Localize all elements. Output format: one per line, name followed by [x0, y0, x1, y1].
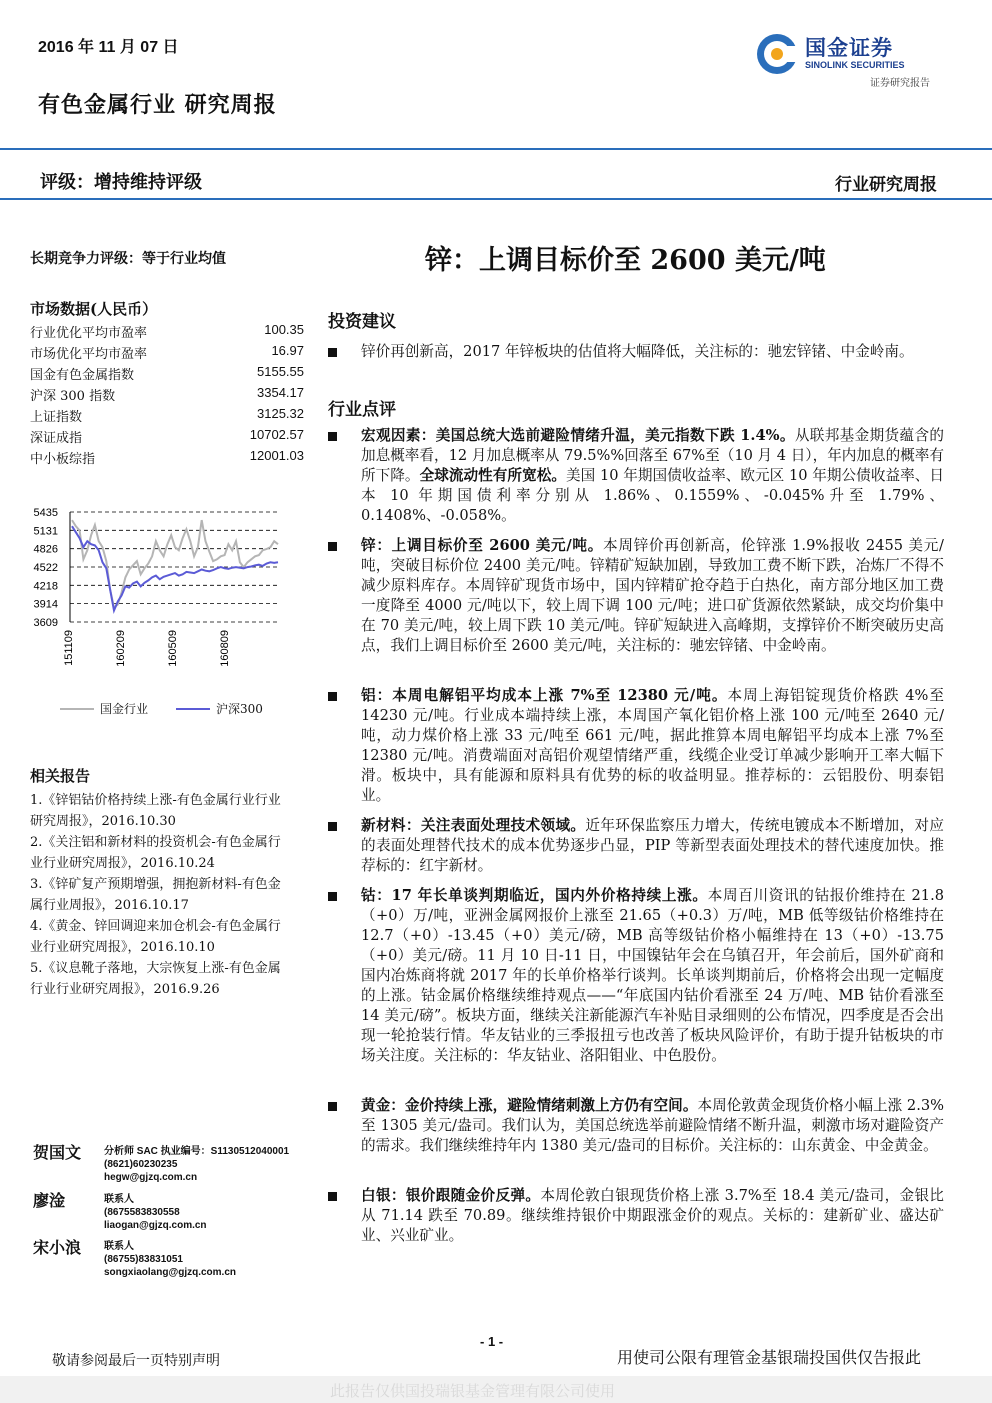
investment-title: 投资建议	[328, 312, 396, 332]
review-body: 从联邦基金期货蕴含的加息概率看，12 月加息概率从 79.5%%回落至 67%至（10 月 4 日），年内加息的概率有所下降。	[361, 427, 944, 484]
analyst-role: 分析师 SAC 执业编号：S1130512040001	[104, 1146, 290, 1157]
review-heading: 锌：上调目标价至 2600 美元/吨。	[361, 537, 604, 554]
series-line	[72, 526, 278, 610]
y-tick-label: 4522	[33, 562, 58, 574]
review-text	[361, 816, 944, 876]
market-data-value: 16.97	[271, 343, 304, 358]
bullet-icon	[328, 892, 337, 901]
bullet-icon	[328, 432, 337, 441]
header-divider	[0, 148, 992, 150]
market-data-row	[30, 448, 304, 469]
bullet-icon	[328, 822, 337, 831]
logo-name: 国金证券	[805, 37, 893, 60]
review-body: 本周锌价再创新高，伦锌涨 1.9%报收 2455 美元/吨，突破目标价位 2400 美元/吨。锌精矿短缺加剧，导致加工费不断下跌，冶炼厂不得不减少原料库存。本周锌矿现货市场中，国内锌精矿抢夺趋于白热化，南方部分地区加工费一度降至 4000 元/吨以下，较上周下调 100 元/吨；进口矿货源依然紧缺，成交均价集中在 70 美元/吨，较上周下跌 10 美元/吨。锌矿短缺进入高峰期，支撑锌价不断突破历史高点，我们上调目标价至 2600 美元/吨，关注标的：驰宏锌锗、中金岭南。	[361, 537, 944, 654]
review-heading: 钴：17 年长单谈判期临近，国内外价格持续上涨。	[361, 887, 708, 904]
market-data-value: 5155.55	[257, 364, 304, 379]
index-chart-svg	[28, 498, 288, 678]
report-date: 2016 年 11 月 07 日	[38, 39, 179, 56]
related-report-line: 4.《黄金、锌回调迎来加仓机会-有色金属行	[30, 919, 281, 934]
market-data-title: 市场数据(人民币）	[30, 300, 158, 318]
bullet-icon	[328, 692, 337, 701]
review-body: 美国 10 年期国债收益率、欧元区 10 年期公债收益率、日本 10 年期国债利率分别从 1.86%、0.1559%、-0.045%升至 1.79%、0.1408%、-0.058%。	[361, 467, 944, 524]
related-report-line: 5.《议息靴子落地，大宗恢复上涨-有色金属	[30, 961, 281, 976]
market-data-row	[30, 364, 304, 385]
legend-line-hs300	[176, 708, 210, 710]
analyst-contact	[104, 1145, 289, 1184]
market-data-row	[30, 406, 304, 427]
analyst-email: hegw@gjzq.com.cn	[104, 1172, 198, 1183]
review-item	[328, 426, 944, 526]
review-text	[361, 426, 944, 526]
related-report-line: 行业行业研究周报》，2016.9.26	[30, 982, 220, 997]
related-report-line: 业行业研究周报》，2016.10.10	[30, 940, 215, 955]
investment-text: 锌价再创新高，2017 年锌板块的估值将大幅降低，关注标的：驰宏锌锗、中金岭南。	[361, 343, 914, 360]
rating: 评级：增持维持评级	[40, 172, 202, 193]
review-item	[328, 1096, 944, 1156]
market-data-label: 中小板综指	[30, 452, 96, 467]
analyst-email: liaogan@gjzq.com.cn	[104, 1220, 207, 1231]
market-data-value: 10702.57	[249, 427, 304, 442]
x-tick-label: 160509	[167, 630, 179, 667]
review-text	[361, 1186, 944, 1246]
market-data-label: 沪深 300 指数	[30, 389, 116, 404]
market-data-value: 3354.17	[257, 385, 304, 400]
review-body: 本周伦敦黄金现货价格小幅上涨 2.3%至 1305 美元/盎司。我们认为，美国总统选举前避险情绪不断升温，刺激市场对避险资产的需求。我们继续维持年内 1380 美元/盎司的目标价。关注标的：山东黄金、中金黄金。	[361, 1097, 944, 1154]
related-report-item	[30, 832, 320, 874]
legend-label-hs300: 沪深300	[216, 702, 263, 716]
watermark: 此报告仅供国投瑞银基金管理有限公司使用	[330, 1382, 616, 1400]
related-report-item	[30, 916, 320, 958]
analyst-contact	[104, 1193, 207, 1232]
market-data-row	[30, 322, 304, 343]
review-heading: 白银：银价跟随金价反弹。	[361, 1187, 541, 1204]
sinolink-logo	[755, 28, 950, 90]
y-tick-label: 3914	[33, 598, 58, 611]
bullet-icon	[328, 1192, 337, 1201]
market-data-value: 3125.32	[257, 406, 304, 421]
rating-divider	[0, 198, 992, 200]
y-tick-label: 4218	[33, 580, 58, 593]
x-tick-label: 160209	[115, 630, 127, 667]
related-report-item	[30, 958, 320, 1000]
market-data-row	[30, 343, 304, 364]
report-title: 有色金属行业 研究周报	[38, 92, 277, 118]
related-report-line: 研究周报》，2016.10.30	[30, 814, 176, 829]
review-heading: 新材料：关注表面处理技术领域。	[361, 817, 586, 834]
logo-english: SINOLINK SECURITIES	[805, 60, 905, 70]
review-item	[328, 686, 944, 806]
related-report-line: 2.《关注铝和新材料的投资机会-有色金属行	[30, 835, 281, 850]
legend-line-industry	[60, 708, 94, 710]
review-title: 行业点评	[328, 400, 396, 420]
bullet-icon	[328, 1102, 337, 1111]
review-text	[361, 1096, 944, 1156]
review-heading: 宏观因素：美国总统大选前避险情绪升温，美元指数下跌 1.4%。	[361, 427, 795, 444]
page-number: - 1 -	[480, 1334, 504, 1349]
bullet-icon	[328, 348, 337, 357]
market-data-value: 100.35	[264, 322, 304, 337]
analyst-name: 贺国文	[33, 1143, 82, 1162]
related-report-line: 业行业研究周报》，2016.10.24	[30, 856, 215, 871]
investment-paragraph	[328, 342, 944, 362]
doc-type: 行业研究周报	[835, 175, 937, 195]
market-data-row	[30, 427, 304, 448]
y-tick-label: 5131	[33, 525, 58, 538]
review-text	[361, 886, 944, 1066]
related-report-line: 属行业周报》，2016.10.17	[30, 898, 189, 913]
analyst-role: 联系人	[104, 1194, 134, 1205]
legend-label-industry: 国金行业	[100, 702, 149, 716]
logo-mark-icon	[755, 32, 799, 76]
related-report-line: 3.《锌矿复产预期增强，拥抱新材料-有色金	[30, 877, 281, 892]
review-item	[328, 1186, 944, 1246]
review-body: 本周伦敦白银现货价格上涨 3.7%至 18.4 美元/盎司，金银比从 71.14 跌至 70.89。继续维持银价中期跟涨金价的观点。关标的：建新矿业、盛达矿业、兴业矿业。	[361, 1187, 944, 1244]
analyst-name: 宋小浪	[33, 1238, 82, 1257]
review-item	[328, 816, 944, 876]
footer-text: 用使司公限有理管金基银瑞投国供仅告报此	[617, 1348, 922, 1367]
analyst-name: 廖淦	[33, 1191, 66, 1210]
market-data-row	[30, 385, 304, 406]
review-item	[328, 886, 944, 1066]
y-tick-label: 3609	[33, 617, 58, 629]
analyst-email: songxiaolang@gjzq.com.cn	[104, 1267, 236, 1278]
review-body: 本周上海铝锭现货价格跌 4%至 14230 元/吨。行业成本端持续上涨，本周国产氧化铝价格上涨 100 元/吨至 2640 元/吨，动力煤价格上涨 33 元/吨至 661 元/吨，据此推算本周电解铝平均成本上涨 7%至 12380 元/吨。消费端面对高铝价观望情绪严重，线缆企业受订单减少影响开工率大幅下滑。板块中，具有能源和原料具有优势的标的收益明显。推荐标的：云铝股份、明泰铝业。	[361, 687, 944, 804]
related-report-item	[30, 790, 320, 832]
disclaimer-note: 敬请参阅最后一页特别声明	[52, 1353, 220, 1369]
index-chart	[28, 498, 288, 678]
market-data-label: 上证指数	[30, 410, 83, 425]
y-tick-label: 4826	[33, 543, 58, 556]
market-data-label: 深证成指	[30, 431, 83, 446]
related-reports-title: 相关报告	[30, 767, 91, 785]
related-report-line: 1.《锌铝钴价格持续上涨-有色金属行业行业	[30, 793, 281, 808]
analyst-phone: (86755)83831051	[104, 1254, 183, 1265]
market-data-value: 12001.03	[249, 448, 304, 463]
analyst-role: 联系人	[104, 1241, 134, 1252]
review-heading: 铝：本周电解铝平均成本上涨 7%至 12380 元/吨。	[361, 687, 728, 704]
y-tick-label: 5435	[33, 507, 58, 519]
related-report-item	[30, 874, 320, 916]
review-body: 近年环保监察压力增大，传统电镀成本不断增加，对应的表面处理替代技术的成本优势逐步凸显，PIP 等新型表面处理技术的替代速度加快。推荐标的：红宇新材。	[361, 817, 944, 874]
x-tick-label: 151109	[63, 630, 75, 666]
review-item	[328, 536, 944, 656]
review-text	[361, 536, 944, 656]
chart-legend	[60, 700, 263, 717]
logo-subtitle: 证券研究报告	[870, 78, 930, 89]
market-data-label: 市场优化平均市盈率	[30, 347, 148, 362]
analyst-phone: (8675583830558	[104, 1207, 180, 1218]
market-data-label: 行业优化平均市盈率	[30, 326, 148, 341]
review-body: 本周百川资讯的钴报价维持在 21.8（+0）万/吨，亚洲金属网报价上涨至 21.65（+0.3）万/吨，MB 低等级钴价格维持在 12.7（+0）-13.45（+0）美元/磅，MB 高等级钴价格小幅维持在 13（+0）-13.75（+0）美元/磅。11 月 10 日-11 日，中国镍钴年会在乌镇召开，年会前后，国外矿商和国内冶炼商将就 2017 年的长单价格举行谈判。长单谈判期前后，价格将会出现一定幅度的上涨。钴金属价格继续维持观点——“年底国内钴价看涨至 24 万/吨、MB 钴价看涨至 14 美元/磅”。板块方面，继续关注新能源汽车补贴目录细则的公布情况，四季度是否会出现一轮抢装行情。华友钴业的三季报扭亏也改善了板块风险评价，有助于提升钴板块的市场关注度。关注标的：华友钴业、洛阳钼业、中色股份。	[361, 887, 944, 1064]
bullet-icon	[328, 542, 337, 551]
market-data-label: 国金有色金属指数	[30, 368, 135, 383]
x-tick-label: 160809	[219, 630, 231, 667]
long-term-rating: 长期竞争力评级：等于行业均值	[30, 251, 226, 267]
analyst-contact	[104, 1240, 236, 1279]
review-heading: 全球流动性有所宽松。	[419, 467, 567, 484]
review-heading: 黄金：金价持续上涨，避险情绪刺激上方仍有空间。	[361, 1097, 698, 1114]
analyst-phone: (8621)60230235	[104, 1159, 178, 1170]
review-text	[361, 686, 944, 806]
headline: 锌：上调目标价至 2600 美元/吨	[425, 245, 826, 276]
